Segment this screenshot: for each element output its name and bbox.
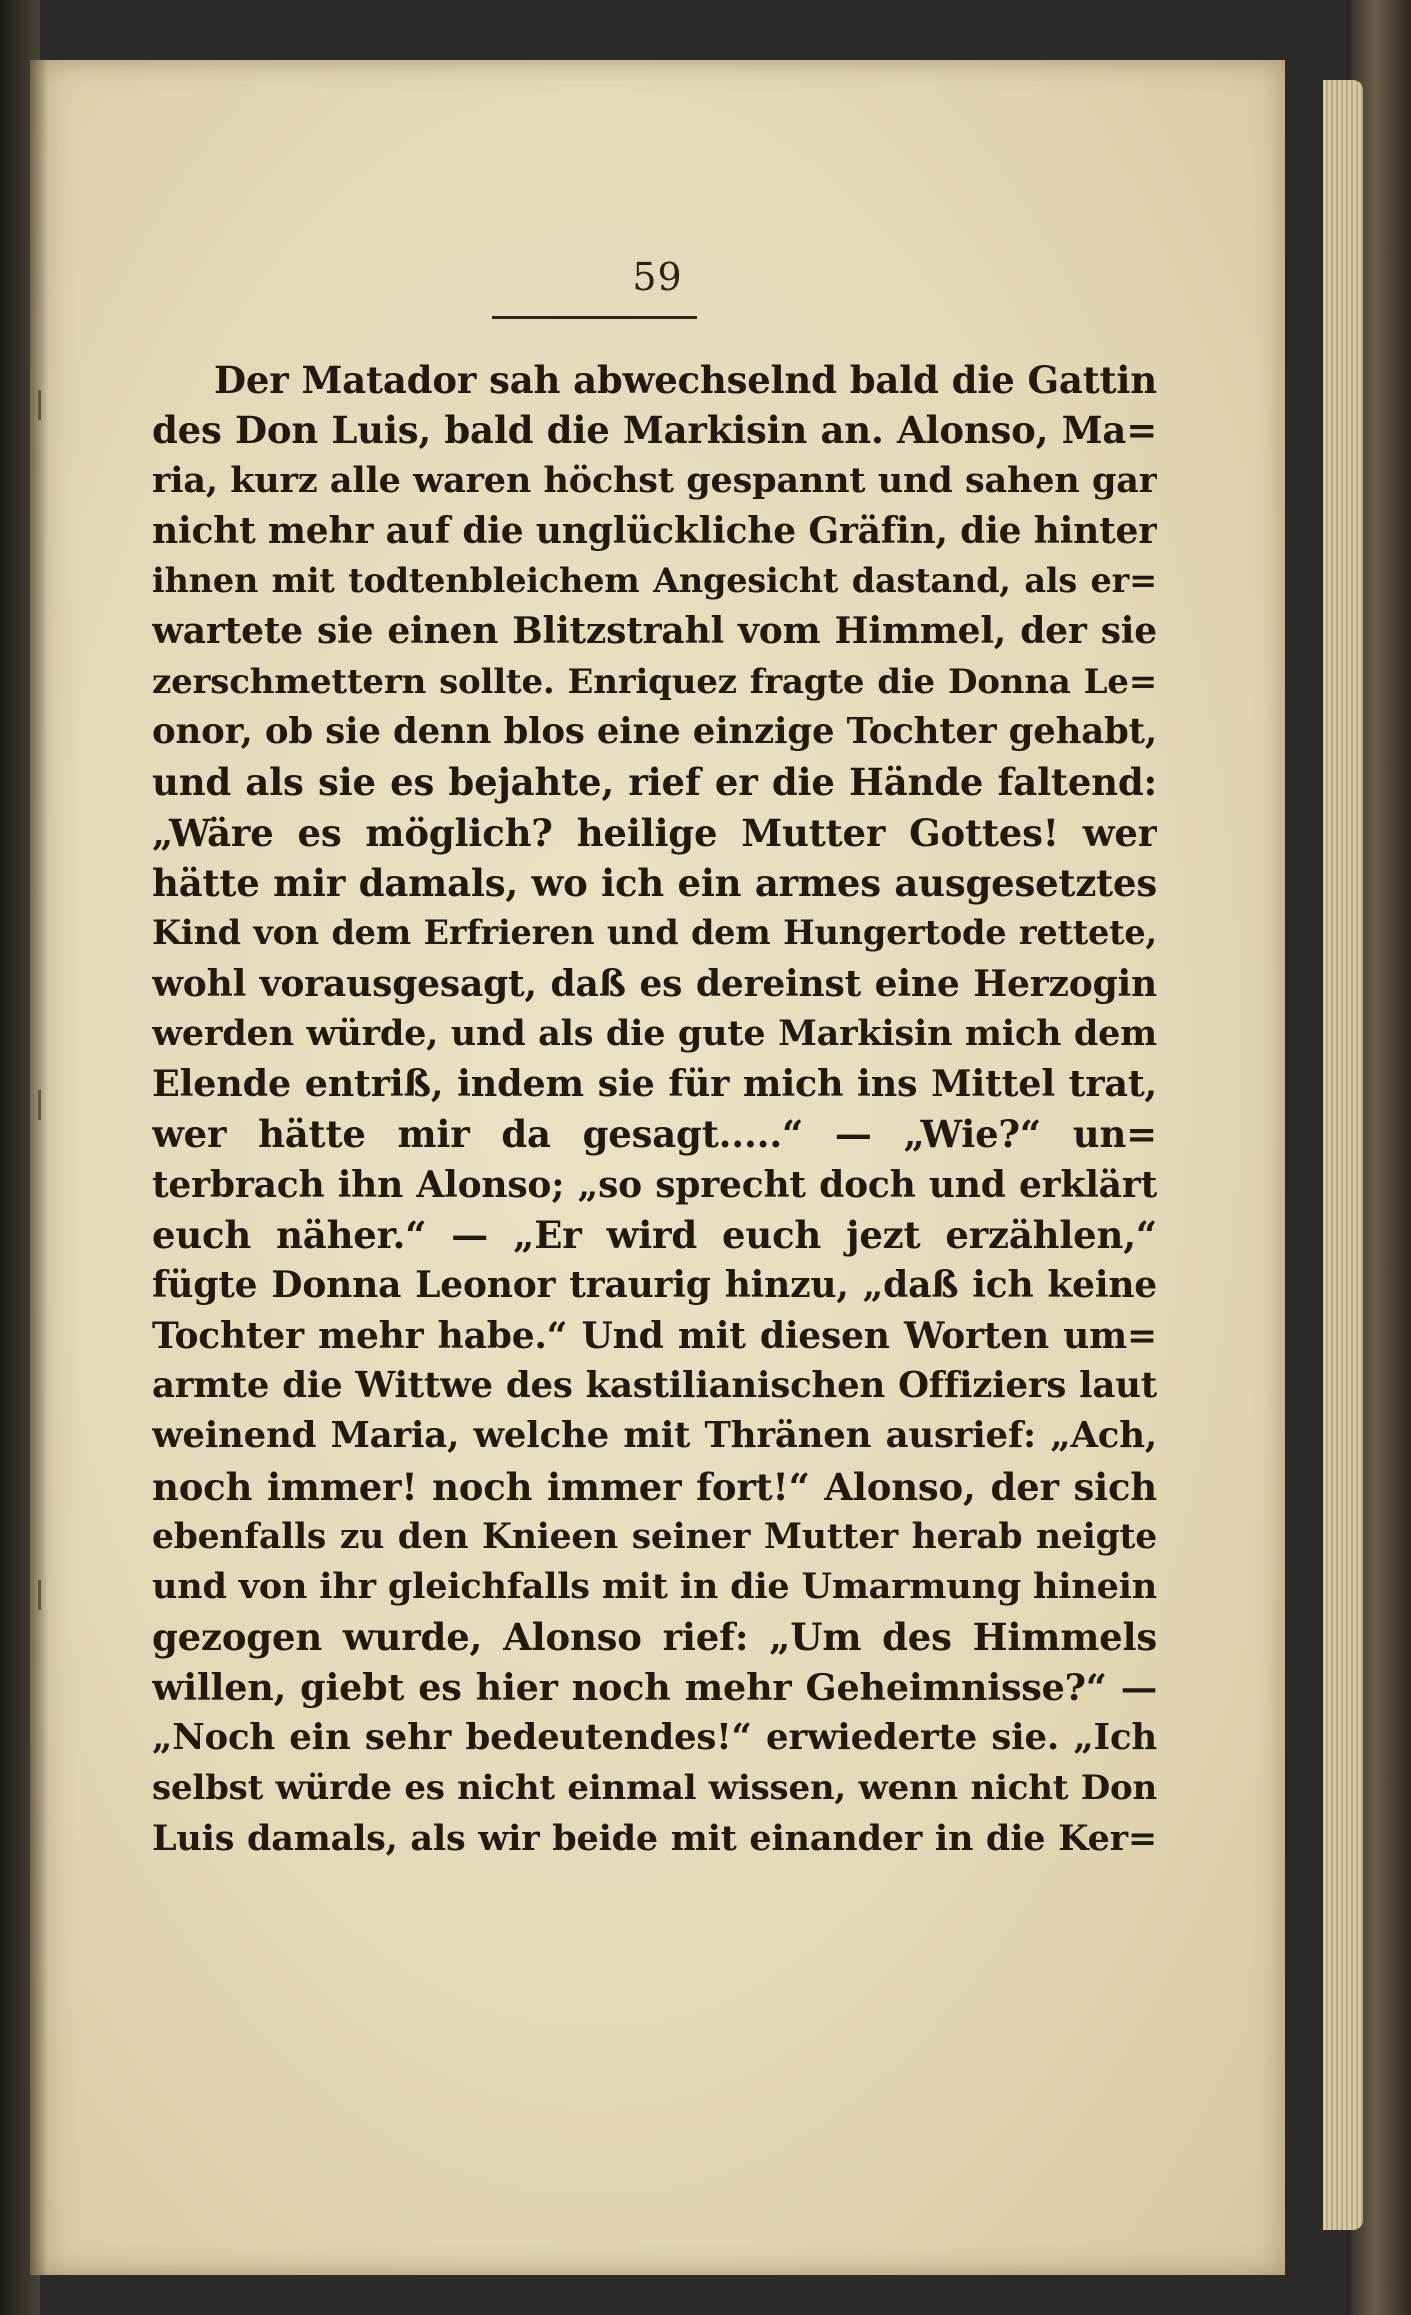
text-line: Tochter mehr habe.“ Und mit diesen Worten um= — [152, 1314, 1157, 1357]
margin-mark — [38, 1090, 41, 1120]
text-line: selbst würde es nicht einmal wissen, wenn nicht Don — [152, 1768, 1157, 1809]
text-line: „Noch ein sehr bedeutendes!“ erwiederte sie. „Ich — [152, 1717, 1157, 1759]
margin-mark — [38, 1580, 41, 1610]
text-line: noch immer! noch immer fort!“ Alonso, der sich — [152, 1464, 1157, 1509]
body-text — [152, 355, 1157, 1864]
text-line: des Don Luis, bald die Markisin an. Alonso, Ma= — [152, 408, 1157, 453]
text-line: willen, giebt es hier noch mehr Geheimnisse?“ — — [152, 1665, 1157, 1709]
text-line: hätte mir damals, wo ich ein armes ausgesetztes — [152, 860, 1157, 905]
text-line: Luis damals, als wir beide mit einander in die Ker= — [152, 1817, 1157, 1859]
text-line: und als sie es bejahte, rief er die Hände faltend: — [152, 760, 1157, 805]
text-line: ihnen mit todtenbleichem Angesicht dastand, als er= — [152, 561, 1157, 601]
text-line: onor, ob sie denn blos eine einzige Tochter gehabt, — [152, 711, 1157, 753]
text-line: weinend Maria, welche mit Thränen ausrief: „Ach, — [152, 1415, 1157, 1457]
text-line: Kind von dem Erfrieren und dem Hungertode rettete, — [152, 913, 1157, 953]
text-line: nicht mehr auf die unglückliche Gräfin, die hinter — [152, 509, 1157, 552]
text-line: ria, kurz alle waren höchst gespannt und sahen gar — [152, 459, 1157, 501]
page-edges — [1323, 80, 1363, 2230]
text-line: werden würde, und als die gute Markisin mich dem — [152, 1012, 1157, 1054]
text-line: „Wäre es möglich? heilige Mutter Gottes! wer — [152, 810, 1157, 855]
header-rule — [492, 316, 697, 319]
text-line: armte die Wittwe des kastilianischen Offiziers laut — [152, 1364, 1157, 1406]
text-line: wer hätte mir da gesagt.....“ — „Wie?“ un= — [152, 1112, 1157, 1157]
text-line: Elende entriß, indem sie für mich ins Mittel trat, — [152, 1062, 1157, 1106]
text-line: zerschmettern sollte. Enriquez fragte die Donna Le= — [152, 661, 1157, 702]
text-line: euch näher.“ — „Er wird euch jezt erzählen,“ — [152, 1213, 1157, 1258]
page-number: 59 — [632, 255, 683, 299]
margin-mark — [38, 390, 41, 420]
text-line: Der Matador sah abwechselnd bald die Gattin — [214, 358, 1157, 402]
text-line: fügte Donna Leonor traurig hinzu, „daß ich keine — [152, 1264, 1157, 1307]
text-line: ebenfalls zu den Knieen seiner Mutter herab neigte — [152, 1516, 1157, 1557]
text-line: wartete sie einen Blitzstrahl vom Himmel, der sie — [152, 610, 1157, 653]
text-line: wohl vorausgesagt, daß es dereinst eine Herzogin — [152, 962, 1157, 1005]
text-line: und von ihr gleichfalls mit in die Umarmung hinein — [152, 1566, 1157, 1608]
book-page — [30, 60, 1285, 2275]
text-line: gezogen wurde, Alonso rief: „Um des Himmels — [152, 1615, 1157, 1660]
text-line: terbrach ihn Alonso; „so sprecht doch und erklärt — [152, 1163, 1157, 1206]
